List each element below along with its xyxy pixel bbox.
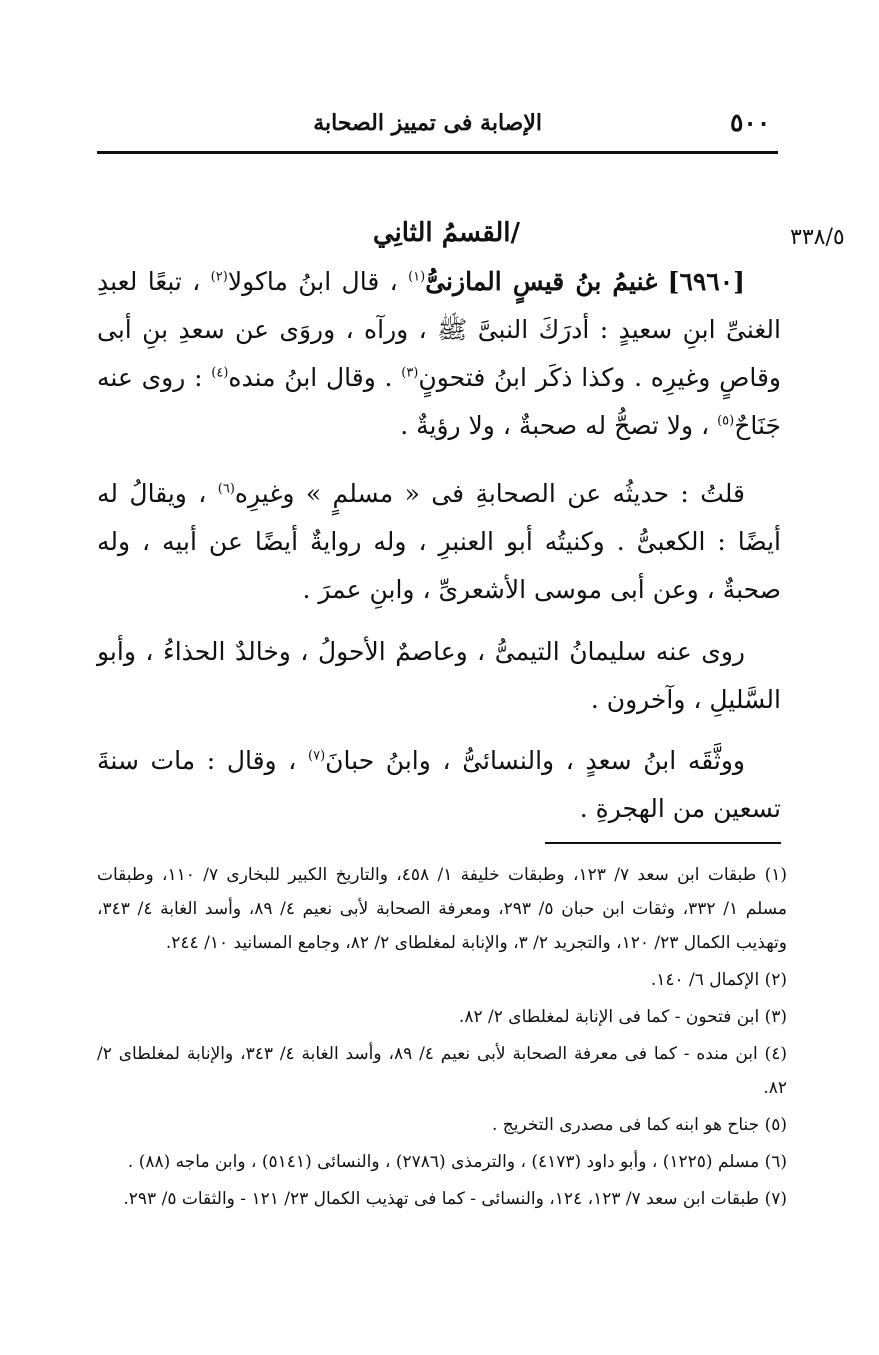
running-title: الإصابة فى تمييز الصحابة xyxy=(313,110,542,136)
footnote-item: (٢) الإكمال ٦/ ١٤٠. xyxy=(650,970,787,990)
footnote-item: (٤) ابن منده - كما فى معرفة الصحابة لأبى نعيم ٤/ ٨٩، وأسد الغابة ٤/ ٣٤٣، والإنابة لمغلطاى ٢/ ٨٢. xyxy=(97,1044,787,1098)
paragraph-text: قلتُ : حديثُه عن الصحابةِ فى « مسلمٍ » وغيرِه xyxy=(234,479,746,508)
footnotes xyxy=(97,858,787,1216)
footnote-ref: (٤) xyxy=(211,365,229,381)
footnote-ref: (١) xyxy=(408,269,426,285)
paragraph-text: روى عنه سليمانُ التيمىُّ ، وعاصمٌ الأحولُ ، وخالدٌ الحذاءُ ، وأبو السَّليلِ ، وآخرون . xyxy=(97,637,781,714)
section-title: /القسمُ الثانِي xyxy=(372,218,520,248)
footnote-item: (٥) جناح هو ابنه كما فى مصدرى التخريج . xyxy=(491,1115,787,1135)
footnote-ref: (٧) xyxy=(308,748,326,764)
entry-text: ، تبعًا لعبدِ الغنىِّ ابنِ سعيدٍ : أدرَكَ النبىَّ ﷺ ، ورآه ، وروَى عن سعدِ بنِ أبى وقاصٍ وغيرِه . وكذا ذكَر ابنُ فتحونٍ xyxy=(97,267,781,392)
page-number: ٥٠٠ xyxy=(730,108,771,137)
entry-text: ، قال ابنُ ماكولا xyxy=(227,267,409,296)
footnote-item: (٦) مسلم (١٢٢٥) ، وأبو داود (٤١٧٣) ، والترمذى (٢٧٨٦) ، والنسائى (٥١٤١) ، وابن ماجه (٨٨) . xyxy=(127,1152,787,1172)
entry-text: ، ولا تصحُّ له صحبةٌ ، ولا رؤيةٌ . xyxy=(400,411,718,440)
header-rule xyxy=(97,151,778,154)
footnote-ref: (٣) xyxy=(401,365,419,381)
body-paragraph xyxy=(97,737,781,833)
paragraph-text: ، ويقالُ له أيضًا : الكعبىُّ . وكنيتُه أبو العنبرِ ، وله روايةٌ أيضًا عن أبيه ، وله صحبةٌ ، وعن أبى موسى الأشعرىِّ ، وابنِ عمرَ . xyxy=(97,479,781,604)
body-paragraph xyxy=(97,628,781,724)
body-paragraph xyxy=(97,470,781,614)
entry-paragraph xyxy=(97,258,781,450)
paragraph-text: ووثَّقَه ابنُ سعدٍ ، والنسائىُّ ، وابنُ حبانَ xyxy=(325,746,745,775)
footnote-ref: (٢) xyxy=(210,269,228,285)
footnote-ref: (٥) xyxy=(717,413,735,429)
footnote-item: (٧) طبقات ابن سعد ٧/ ١٢٣، ١٢٤، والنسائى - كما فى تهذيب الكمال ٢٣/ ١٢١ - والثقات ٥/ ٢٩٣. xyxy=(123,1189,787,1209)
entry-number: [٦٩٦٠] xyxy=(667,267,745,296)
margin-reference: ٣٣٨/٥ xyxy=(790,225,845,250)
footnote-item: (٣) ابن فتحون - كما فى الإنابة لمغلطاى ٢/ ٨٢. xyxy=(458,1007,787,1027)
paragraph-text: ، وقال : مات سنةَ تسعين من الهجرةِ . xyxy=(97,746,781,823)
entry-text: : روى عنه جَنَاحٌ xyxy=(97,363,781,440)
entry-name: غنيمُ بنُ قيسٍ المازنىُّ xyxy=(425,267,658,296)
footnote-ref: (٦) xyxy=(217,481,235,497)
entry-text: . وقال ابنُ منده xyxy=(228,363,402,392)
footnote-separator xyxy=(545,842,781,844)
footnote-item: (١) طبقات ابن سعد ٧/ ١٢٣، وطبقات خليفة ١/ ٤٥٨، والتاريخ الكبير للبخارى ٧/ ١١٠، وطبقات مسلم ١/ ٣٣٢، وثقات ابن حبان ٥/ ٢٩٣، ومعرفة الصحابة لأبى نعيم ٤/ ٨٩، وأسد الغابة ٤/ ٣٤٣، وتهذيب الكمال ٢٣/ ١٢٠، والتجريد ٢/ ٣، والإنابة لمغلطاى ٢/ ٨٢، وجامع المسانيد ١٠/ ٢٤٤. xyxy=(97,865,787,953)
